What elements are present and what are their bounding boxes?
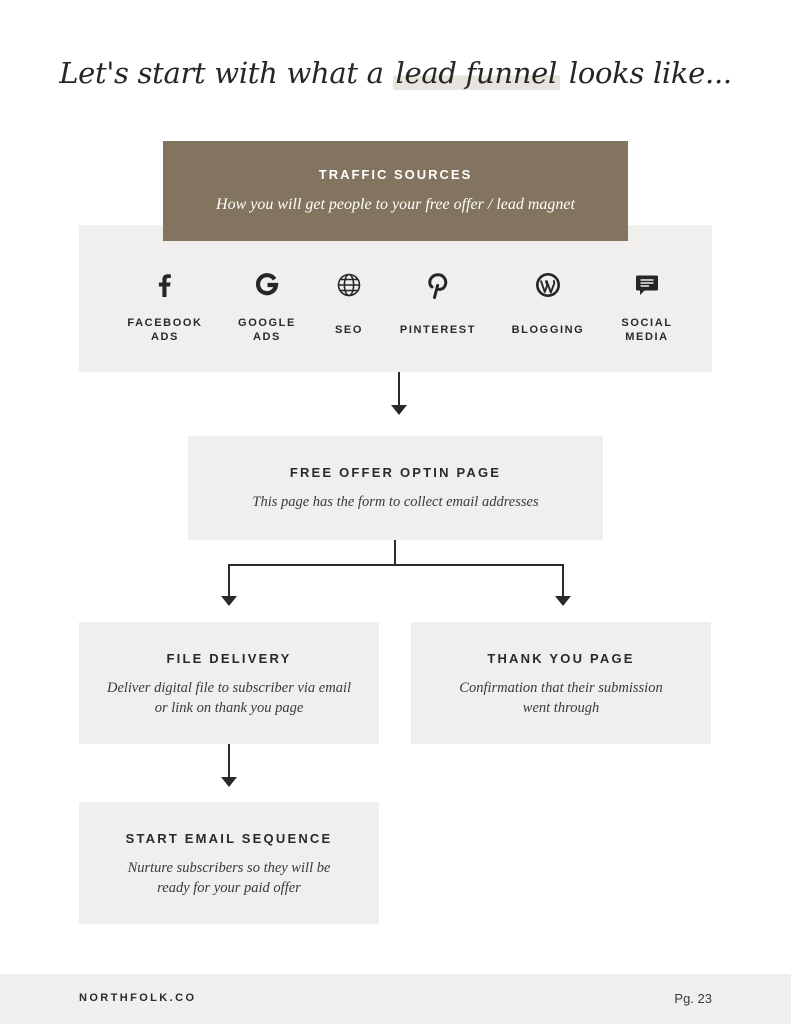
title-text-before: Let's start with what a: [59, 56, 393, 90]
email-sequence-box: [79, 802, 379, 924]
traffic-sources-subtitle: How you will get people to your free offer / lead magnet: [216, 196, 575, 213]
pinterest-icon: [423, 270, 453, 300]
connector-line: [228, 744, 230, 778]
source-label-line1: PINTEREST: [399, 324, 477, 336]
page-title: [0, 56, 791, 90]
source-social-media: [592, 270, 702, 346]
facebook-icon: [150, 270, 180, 300]
source-pinterest: [383, 270, 493, 346]
google-icon: [252, 270, 282, 300]
optin-heading: FREE OFFER OPTIN PAGE: [289, 465, 502, 480]
source-label-line1: FACEBOOK: [127, 317, 203, 329]
source-label-line2: ADS: [150, 331, 179, 343]
connector-line: [398, 372, 400, 406]
source-label-line2: MEDIA: [625, 331, 669, 343]
source-label-line1: GOOGLE: [238, 317, 296, 329]
file-delivery-heading: FILE DELIVERY: [166, 651, 292, 666]
email-sequence-subtitle-line2: ready for your paid offer: [157, 880, 301, 896]
source-label-line1: SEO: [334, 324, 364, 336]
thank-you-subtitle-line1: Confirmation that their submission: [459, 680, 663, 696]
wordpress-icon: [533, 270, 563, 300]
source-blogging: [493, 270, 603, 346]
footer-brand: NORTHFOLK.CO: [79, 992, 197, 1004]
page-number: Pg. 23: [674, 991, 712, 1006]
file-delivery-subtitle-line2: or link on thank you page: [154, 700, 304, 716]
connector-line: [562, 564, 564, 596]
source-label-line1: BLOGGING: [511, 324, 585, 336]
file-delivery-box: [79, 622, 379, 744]
thank-you-page-box: [411, 622, 711, 744]
source-facebook-ads: [110, 270, 220, 346]
source-label-line1: SOCIAL: [621, 317, 673, 329]
chat-bubble-icon: [632, 270, 662, 300]
title-text-after: looks like...: [559, 56, 732, 90]
optin-page-box: [188, 436, 603, 540]
traffic-sources-box: [163, 141, 628, 241]
arrow-down-icon: [221, 777, 237, 787]
traffic-sources-heading: TRAFFIC SOURCES: [318, 167, 473, 182]
page-footer: [0, 974, 791, 1024]
arrow-down-icon: [391, 405, 407, 415]
thank-you-heading: THANK YOU PAGE: [487, 651, 635, 666]
email-sequence-heading: START EMAIL SEQUENCE: [125, 831, 333, 846]
file-delivery-subtitle-line1: Deliver digital file to subscriber via email: [106, 680, 352, 696]
globe-icon: [334, 270, 364, 300]
arrow-down-icon: [221, 596, 237, 606]
thank-you-subtitle-line2: went through: [522, 700, 600, 716]
title-highlight: lead funnel: [393, 56, 560, 90]
email-sequence-subtitle-line1: Nurture subscribers so they will be: [127, 860, 331, 876]
source-label-line2: ADS: [252, 331, 281, 343]
connector-line: [394, 540, 396, 565]
connector-line: [228, 564, 230, 596]
optin-subtitle: This page has the form to collect email addresses: [252, 494, 539, 510]
arrow-down-icon: [555, 596, 571, 606]
connector-line: [228, 564, 564, 566]
